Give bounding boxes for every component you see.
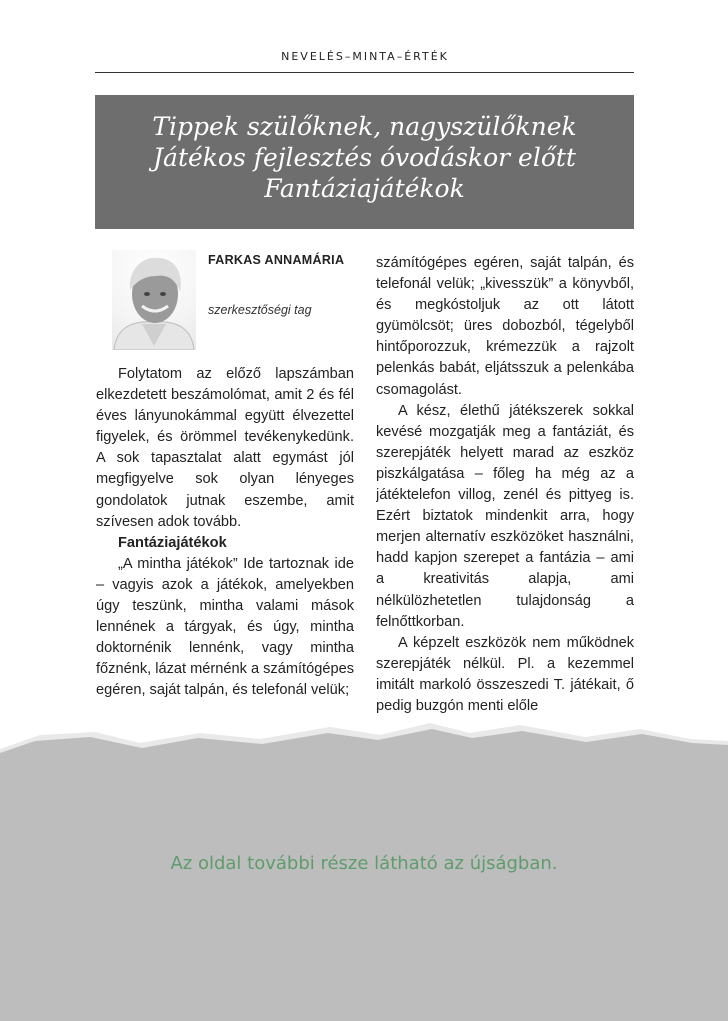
author-name: FARKAS ANNAMÁRIA bbox=[208, 253, 345, 267]
body-paragraph: „A mintha játékok” Ide tartoznak ide – vagyis azok a játékok, amelyekben úgy teszünk, mintha valami mások lennének a tárgyak, és úgy, mintha doktornénik lennénk, vagy mintha főznénk, lázat mérnénk a számítógépes egéren, saját talpán, és telefonál velük; bbox=[96, 555, 354, 699]
author-photo bbox=[112, 250, 196, 350]
subheading: Fantáziajátékok bbox=[118, 534, 227, 551]
title-line-3: Fantáziajátékok bbox=[264, 174, 465, 203]
continued-paragraph: számítógépes egéren, saját talpán, és telefonál velük; „kivesszük” a könyvből, és megkóstoljuk az ott látott gyümölcsöt; üres dobozból, tégelyből hintőporozzuk, krémezzük a rajzolt pelenkás babát, eljátsszuk a pelenkába csomagolást. bbox=[376, 255, 634, 398]
running-head: NEVELÉS–MINTA–ÉRTÉK bbox=[281, 50, 449, 63]
title-line-2: Játékos fejlesztés óvodáskor előtt bbox=[153, 143, 576, 172]
right-column bbox=[376, 253, 634, 737]
title-banner bbox=[95, 95, 634, 229]
intro-paragraph: Folytatom az előző lapszámban elkezdetett beszámolómat, amit 2 és fél éves lányunokámmal együtt élvezettel figyelek, és örömmel tevékenykedünk. A sok tapasztalat alatt egymást jól megfigyelve sok olyan lényeges gondolatok jutnak eszembe, amit szívesen adok tovább. bbox=[96, 366, 354, 530]
continuation-notice: Az oldal további része látható az újságban. bbox=[170, 853, 558, 874]
header-rule bbox=[95, 72, 634, 73]
body-paragraph-2: A kész, élethű játékszerek sokkal kevésé mozgatják meg a fantáziát, és szerepjáték helyett marad az eszköz piszkálgatása – főleg ha még az a játéktelefon villog, zenél és pittyeg is. Ezért biztatok mindenkit arra, hogy merjen alternatív eszközöket használni, hadd kapjon szerepet a fantázia – ami a kreativitás alapja, ami nélkülözhetetlen tulajdonság a felnőttkorban. bbox=[376, 402, 634, 630]
author-role: szerkesztőségi tag bbox=[208, 303, 312, 317]
body-paragraph-3: A képzelt eszközök nem működnek szerepjáték nélkül. Pl. a kezemmel imitált markoló összeszedi T. játékait, ő pedig buzgón menti előle bbox=[376, 634, 634, 714]
title-line-1: Tippek szülőknek, nagyszülőknek bbox=[152, 112, 577, 141]
left-column bbox=[96, 364, 354, 736]
